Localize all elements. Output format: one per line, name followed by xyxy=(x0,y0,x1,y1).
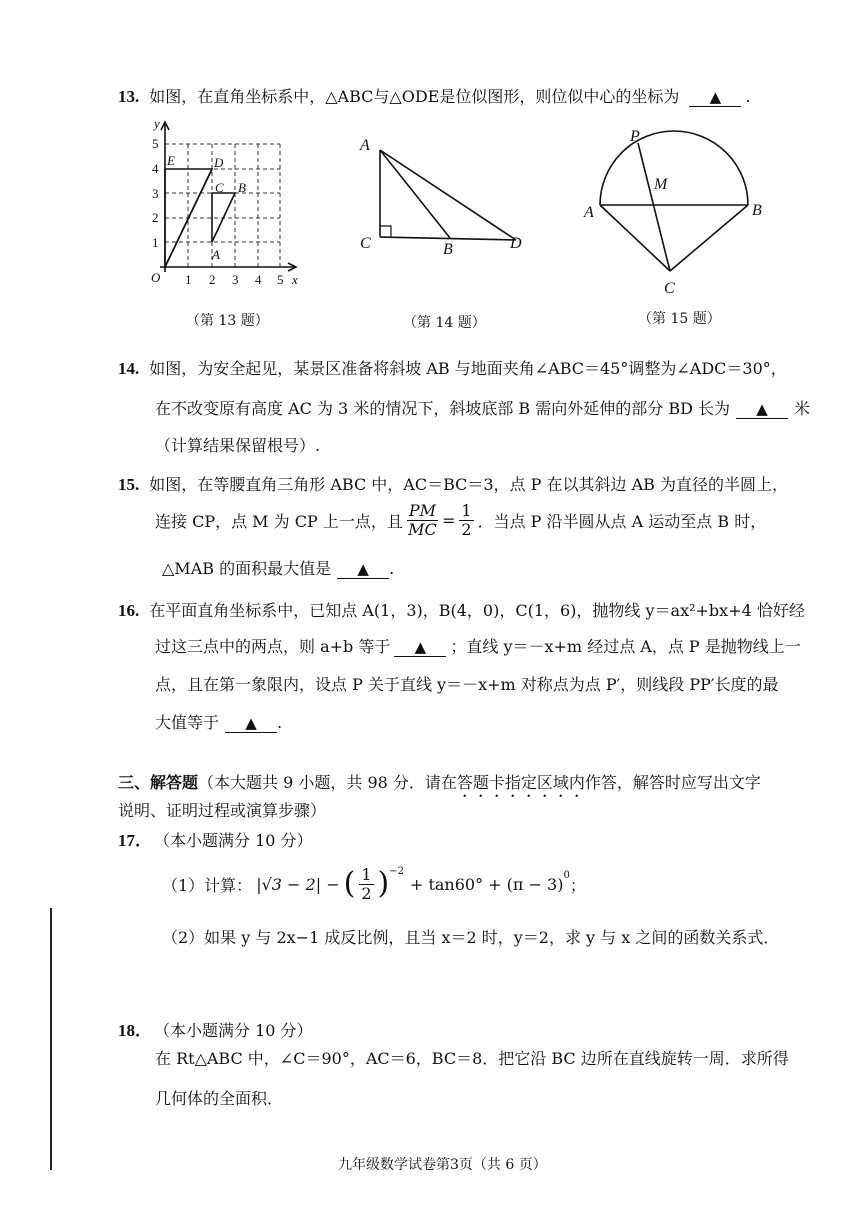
q17-header xyxy=(118,826,313,851)
x-tick-3: 3 xyxy=(232,272,239,287)
segment-PC xyxy=(638,143,670,271)
q15-text-2: 连接 CP，点 M 为 CP 上一点，且 xyxy=(155,511,403,531)
q16-text-2: 过这三点中的两点，则 a+b 等于 xyxy=(155,637,391,656)
q14-text-1: 如图，为安全起见，某景区准备将斜坡 AB 与地面夹角∠ABC＝45°调整为∠ADC＝30°， xyxy=(149,359,787,378)
q17-part-1-end: ； xyxy=(569,875,586,895)
section-3-text-1: （本大题共 9 小题，共 98 分．请在 xyxy=(198,773,457,792)
q13-text: 如图，在直角坐标系中，△ABC与△ODE是位似图形，则位似中心的坐标为 xyxy=(149,87,680,106)
point-A: A xyxy=(360,137,370,154)
q15-end: . xyxy=(389,559,395,578)
point-C: C xyxy=(664,280,675,297)
q16-end: . xyxy=(277,713,283,732)
section-3-text-2: 作答，解答时应写出文字 xyxy=(584,773,761,792)
point-A: A xyxy=(584,204,594,221)
q17-exponent: −2 xyxy=(389,866,404,877)
q18-line-1: 在 Rt△ABC 中，∠C＝90°，AC＝6，BC＝8．把它沿 BC 边所在直线旋转一周．求所得 xyxy=(155,1049,789,1068)
q16-text-4: 大值等于 xyxy=(155,713,220,732)
q15-line-1 xyxy=(118,472,788,495)
fraction-PM-MC: $\frac{PM}{MC}$ xyxy=(408,501,437,539)
page-footer: 九年级数学试卷第3页（共 6 页） xyxy=(338,1157,547,1173)
point-A: A xyxy=(212,247,220,262)
q17-part-1 xyxy=(162,866,586,902)
semicircle-arc xyxy=(600,131,748,205)
point-B: B xyxy=(238,180,246,195)
fraction-one-half: $\frac{1}{2}$ xyxy=(461,501,472,539)
x-tick-4: 4 xyxy=(255,272,262,287)
q15-answer-blank[interactable]: ▲ xyxy=(337,559,389,579)
q15-text-4: △MAB 的面积最大值是 xyxy=(162,559,332,578)
point-D: D xyxy=(510,235,522,252)
q15-line-2 xyxy=(155,502,766,538)
segment-AC xyxy=(600,205,670,271)
point-E: E xyxy=(167,153,175,168)
point-B: B xyxy=(443,241,453,258)
q18-header xyxy=(118,1016,313,1041)
point-C: C xyxy=(215,180,224,195)
x-axis-label: x xyxy=(292,272,298,287)
q13-number: 13. xyxy=(118,87,140,106)
q14-unit: 米 xyxy=(794,399,811,418)
segment-AB xyxy=(380,150,450,238)
q16-answer-blank-1[interactable]: ▲ xyxy=(394,637,446,657)
x-tick-5: 5 xyxy=(277,272,284,287)
q13-line xyxy=(118,84,750,107)
q17-tail-term: + tan60° + (π − 3) xyxy=(409,874,564,894)
q13-answer-blank[interactable]: ▲ xyxy=(689,87,741,107)
caption-15: （第 15 题） xyxy=(638,311,721,327)
q16-line-2 xyxy=(155,634,801,657)
y-tick-1: 1 xyxy=(152,235,159,250)
caption-14: （第 14 题） xyxy=(403,315,486,331)
figure-15 xyxy=(578,125,778,300)
q14-number: 14. xyxy=(118,359,140,378)
segment-AD xyxy=(380,150,516,240)
point-C: C xyxy=(360,235,371,252)
q16-line-1 xyxy=(118,598,805,621)
q16-number: 16. xyxy=(118,601,140,620)
point-P: P xyxy=(630,128,640,145)
q17-exponent-zero: 0 xyxy=(563,870,570,881)
right-angle-mark xyxy=(380,226,391,237)
q17-part-1-label: （1）计算： xyxy=(162,875,253,895)
y-axis-label: y xyxy=(154,116,160,131)
q14-line-1 xyxy=(118,356,787,379)
point-O: O xyxy=(151,270,161,285)
q14-line-2 xyxy=(155,396,810,419)
caption-13: （第 13 题） xyxy=(186,313,269,329)
y-tick-2: 2 xyxy=(152,210,159,225)
q16-text-1: 在平面直角坐标系中，已知点 A(1，3)，B(4，0)，C(1，6)，抛物线 y＝ax²+bx+4 恰好经 xyxy=(149,601,805,620)
q15-number: 15. xyxy=(118,475,140,494)
equals-sign: = xyxy=(442,510,456,530)
segment-BC xyxy=(670,205,748,271)
q17-part-2: （2）如果 y 与 2x−1 成反比例，且当 x＝2 时，y＝2，求 y 与 x 之间的函数关系式． xyxy=(162,928,780,947)
figure-14 xyxy=(350,130,540,265)
q17-abs-term: |√3 − 2| − xyxy=(256,874,340,894)
q15-line-3 xyxy=(162,556,394,579)
q17-paren-fraction: ( $\frac{1}{2}$ ) $^{-2}$ xyxy=(343,865,404,903)
point-M: M xyxy=(654,176,668,193)
q13-end: . xyxy=(745,87,751,106)
point-B: B xyxy=(752,202,762,219)
q18-number: 18． xyxy=(118,1021,152,1040)
point-D: D xyxy=(214,155,224,170)
binding-margin-line xyxy=(50,908,52,1170)
q15-text-1: 如图，在等腰直角三角形 ABC 中，AC＝BC＝3，点 P 在以其斜边 AB 为直径的半圆上， xyxy=(149,475,788,494)
y-tick-5: 5 xyxy=(152,136,159,151)
q14-line-3: （计算结果保留根号）. xyxy=(155,436,321,455)
section-3-line-1 xyxy=(118,770,761,801)
figure-13 xyxy=(140,112,310,292)
section-3-emphasis: 答题卡指定区域内 xyxy=(456,773,585,792)
x-tick-1: 1 xyxy=(185,272,192,287)
q14-answer-blank[interactable]: ▲ xyxy=(736,399,788,419)
q16-line-4 xyxy=(155,710,282,733)
q15-text-3: ．当点 P 沿半圆从点 A 运动至点 B 时， xyxy=(477,511,767,531)
q16-answer-blank-2[interactable]: ▲ xyxy=(225,713,277,733)
q18-score: （本小题满分 10 分） xyxy=(162,1021,313,1040)
section-3-line-2: 说明、证明过程或演算步骤） xyxy=(118,801,327,820)
y-tick-4: 4 xyxy=(152,161,159,176)
y-tick-3: 3 xyxy=(152,186,159,201)
q14-text-2: 在不改变原有高度 AC 为 3 米的情况下，斜坡底部 B 需向外延伸的部分 BD 长为 xyxy=(155,399,731,418)
q16-line-3: 点，且在第一象限内，设点 P 关于直线 y＝－x+m 对称点为点 P′，则线段 PP′长度的最 xyxy=(155,675,779,694)
section-3-title: 三、解答题 xyxy=(118,773,199,792)
x-tick-2: 2 xyxy=(209,272,216,287)
q17-score: （本小题满分 10 分） xyxy=(162,831,313,850)
q18-line-2: 几何体的全面积． xyxy=(155,1089,284,1108)
q17-number: 17． xyxy=(118,831,152,850)
segment-CD xyxy=(380,237,516,240)
q16-text-3: ；直线 y＝－x+m 经过点 A，点 P 是抛物线上一 xyxy=(450,637,801,656)
